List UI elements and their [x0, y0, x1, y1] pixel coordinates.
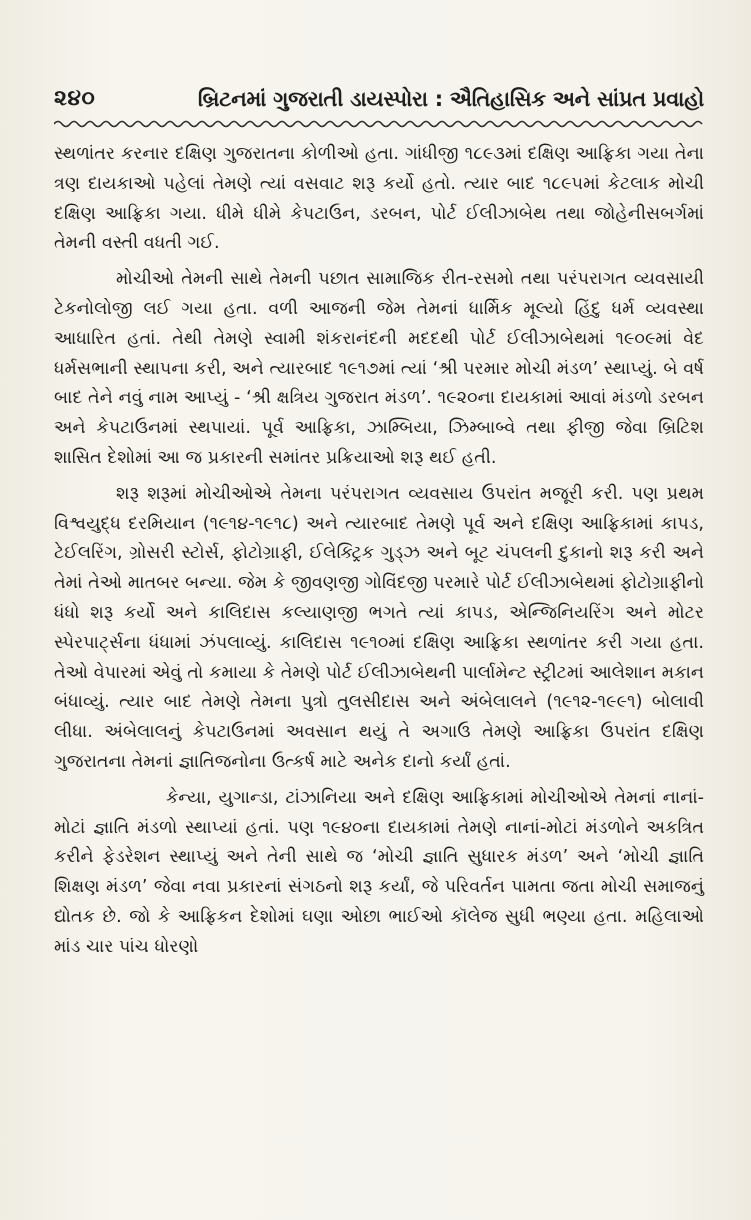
running-title: બ્રિટનમાં ગુજરાતી ડાયસ્પોરા : ઐતિહાસિક અને સાંપ્રત પ્રવાહો — [197, 87, 704, 111]
paragraph-4: કેન્યા, યુગાન્ડા, ટાંઝાનિયા અને દક્ષિણ આફ્રિકામાં મોચીઓએ તેમનાં નાનાં-મોટાં જ્ઞાતિ મંડળો સ્થાપ્યાં હતાં. પણ ૧૯૪૦ના દાયકામાં તેમણે નાનાં-મોટાં મંડળોને અકત્રિત કરીને ફેડરેશન સ્થાપ્યું અને તેની સાથે જ ‘મોચી જ્ઞાતિ સુધારક મંડળ’ અને ‘મોચી જ્ઞાતિ શિક્ષણ મંડળ’ જેવા નવા પ્રકારનાં સંગઠનો શરૂ કર્યાં, જે પરિવર્તન પામતા જતા મોચી સમાજનું દ્યોતક છે. જો કે આફ્રિકન દેશોમાં ઘણા ઓછા ભાઈઓ કૉલેજ સુધી ભણ્યા હતા. મહિલાઓ માંડ ચાર પાંચ ધોરણો — [54, 787, 704, 957]
body-text — [54, 140, 704, 963]
page-header — [54, 86, 704, 116]
wavy-divider — [54, 118, 704, 130]
paragraph-1: સ્થળાંતર કરનાર દક્ષિણ ગુજરાતના કોળીઓ હતા. ગાંધીજી ૧૮૯૩માં દક્ષિણ આફ્રિકા ગયા તેના ત્રણ દાયકાઓ પહેલાં તેમણે ત્યાં વસવાટ શરૂ કર્યો હતો. ત્યાર બાદ ૧૮૯૫માં કેટલાક મોચી દક્ષિણ આફ્રિકા ગયા. ધીમે ધીમે કેપટાઉન, ડરબન, પોર્ટ ઈલીઝાબેથ તથા જોહેનીસબર્ગમાં તેમની વસ્તી વધતી ગઈ. — [54, 144, 704, 254]
paragraph-2: મોચીઓ તેમની સાથે તેમની પછાત સામાજિક રીત-રસમો તથા પરંપરાગત વ્યવસાયી ટેકનોલોજી લઈ ગયા હતા. વળી આજની જેમ તેમનાં ધાર્મિક મૂલ્યો હિંદુ ધર્મ વ્યવસ્થા આધારિત હતાં. તેથી તેમણે સ્વામી શંકરાનંદની મદદથી પોર્ટ ઈલીઝાબેથમાં ૧૯૦૯માં વેદ ધર્મસભાની સ્થાપના કરી, અને ત્યારબાદ ૧૯૧૭માં ત્યાં ‘શ્રી પરમાર મોચી મંડળ’ સ્થાપ્યું. બે વર્ષ બાદ તેને નવું નામ આપ્યું - ‘શ્રી ક્ષત્રિય ગુજરાત મંડળ’. ૧૯૨૦ના દાયકામાં આવાં મંડળો ડરબન અને કેપટાઉનમાં સ્થપાયાં. પૂર્વ આફ્રિકા, ઝામ્બિયા, ઝિમ્બાબ્વે તથા ફીજી જેવા બ્રિટિશ શાસિત દેશોમાં આ જ પ્રકારની સમાંતર પ્રક્રિયાઓ શરૂ થઈ હતી. — [54, 269, 704, 468]
paragraph-3: શરૂ શરૂમાં મોચીઓએ તેમના પરંપરાગત વ્યવસાય ઉપરાંત મજૂરી કરી. પણ પ્રથમ વિશ્વયુદ્ધ દરમિયાન (૧૯૧૪-૧૯૧૮) અને ત્યારબાદ તેમણે પૂર્વ અને દક્ષિણ આફ્રિકામાં કાપડ, ટેઈલરિંગ, ગ્રોસરી સ્ટોર્સ, ફોટોગ્રાફી, ઈલેક્ટ્રિક ગુડ્ઝ અને બૂટ ચંપલની દુકાનો શરૂ કરી અને તેમાં તેઓ માતબર બન્યા. જેમ કે જીવણજી ગોવિંદજી પરમારે પોર્ટ ઈલીઝાબેથમાં ફોટોગ્રાફીનો ધંધો શરૂ કર્યો અને કાલિદાસ કલ્યાણજી ભગતે ત્યાં કાપડ, એન્જિનિયરિંગ અને મોટર સ્પેરપાર્ટ્સના ધંધામાં ઝંપલાવ્યું. કાલિદાસ ૧૯૧૦માં દક્ષિણ આફ્રિકા સ્થળાંતર કરી ગયા હતા. તેઓ વેપારમાં એવું તો કમાયા કે તેમણે પોર્ટ ઈલીઝાબેથની પાર્લામેન્ટ સ્ટ્રીટમાં આલેશાન મકાન બંધાવ્યું. ત્યાર બાદ તેમણે તેમના પુત્રો તુલસીદાસ અને અંબેલાલને (૧૯૧૨-૧૯૯૧) બોલાવી લીધા. અંબેલાલનું કેપટાઉનમાં અવસાન થયું તે અગાઉ તેમણે આફ્રિકા ઉપરાંત દક્ષિણ ગુજરાતના તેમનાં જ્ઞાતિજનોના ઉત્કર્ષ માટે અનેક દાનો કર્યાં હતાં. — [54, 483, 704, 772]
page-number: ૨૪૦ — [54, 86, 96, 111]
